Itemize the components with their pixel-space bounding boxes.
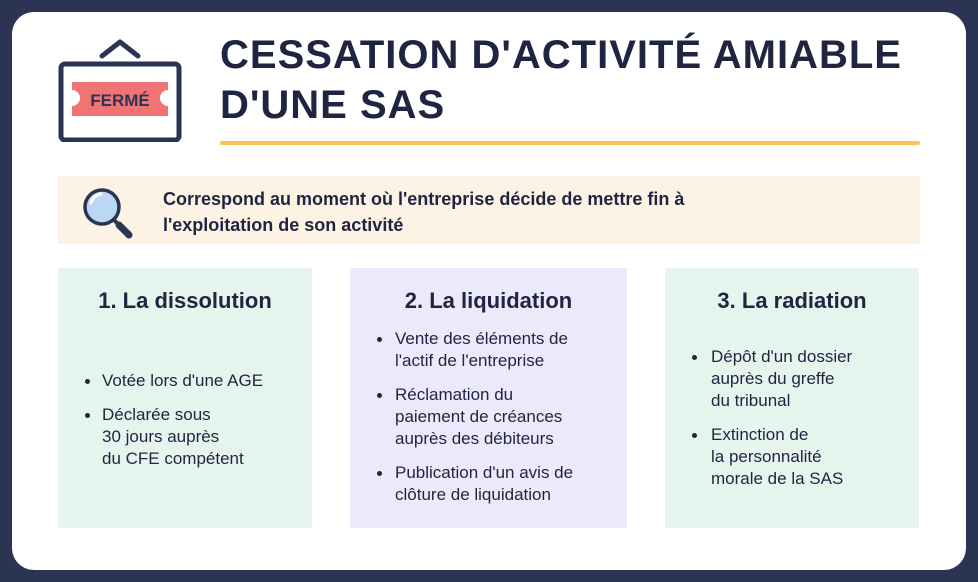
column-title: 1. La dissolution bbox=[98, 288, 272, 313]
list-item: Publication d'un avis de clôture de liquidation bbox=[350, 462, 627, 506]
sign-label: FERMÉ bbox=[90, 91, 150, 110]
column-radiation bbox=[665, 268, 919, 528]
title-line-1: CESSATION D'ACTIVITÉ AMIABLE bbox=[220, 33, 902, 77]
column-title: 3. La radiation bbox=[717, 288, 867, 313]
title-line-2: D'UNE SAS bbox=[220, 83, 446, 127]
intro-banner bbox=[58, 176, 920, 244]
list-item: Extinction de la personnalité morale de la SAS bbox=[665, 424, 919, 490]
item-list bbox=[665, 346, 919, 502]
item-list bbox=[58, 370, 312, 482]
magnifier-icon bbox=[78, 183, 136, 241]
item-list bbox=[350, 328, 627, 518]
column-liquidation bbox=[350, 268, 627, 528]
column-title: 2. La liquidation bbox=[404, 288, 573, 313]
list-item: Déclarée sous 30 jours auprès du CFE compétent bbox=[58, 404, 312, 470]
list-item: Réclamation du paiement de créances auprès des débiteurs bbox=[350, 384, 627, 450]
list-item: Vente des éléments de l'actif de l'entreprise bbox=[350, 328, 627, 372]
column-dissolution bbox=[58, 268, 312, 528]
intro-text: Correspond au moment où l'entreprise décide de mettre fin à l'exploitation de son activité bbox=[163, 189, 685, 235]
list-item: Dépôt d'un dossier auprès du greffe du tribunal bbox=[665, 346, 919, 412]
list-item: Votée lors d'une AGE bbox=[58, 370, 312, 392]
page-title bbox=[220, 30, 930, 130]
title-underline bbox=[220, 141, 920, 145]
closed-sign-icon bbox=[58, 38, 182, 142]
